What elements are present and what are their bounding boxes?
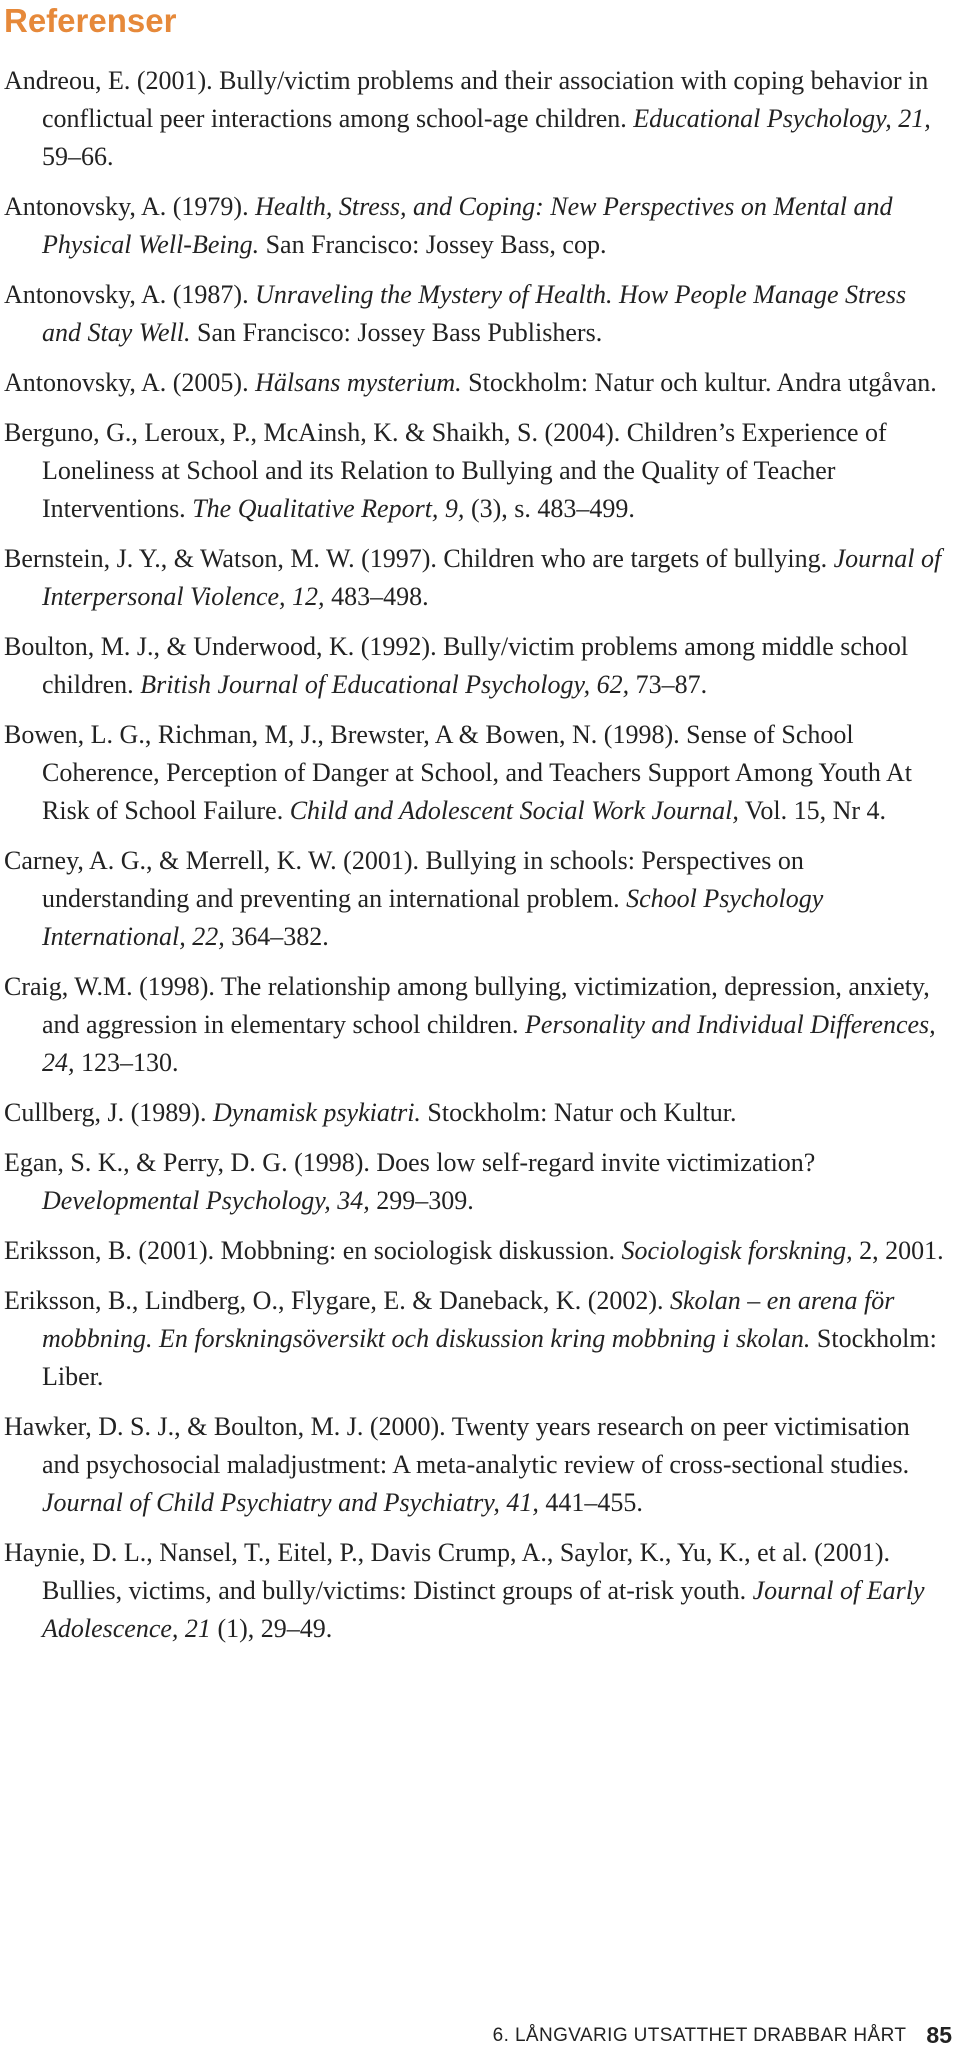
page-heading: Referenser xyxy=(4,2,177,39)
page-footer xyxy=(493,2022,952,2049)
reference-entry: Egan, S. K., & Perry, D. G. (1998). Does low self-regard invite victimization? Developmental Psychology, 34, 299–309. xyxy=(4,1148,816,1215)
reference-entry: Berguno, G., Leroux, P., McAinsh, K. & Shaikh, S. (2004). Children’s Experience of Loneliness at School and its Relation to Bullying and the Quality of Teacher Interventions. The Qualitative Report, 9, (3), s. 483–499. xyxy=(4,418,887,523)
reference-entry: Bowen, L. G., Richman, M, J., Brewster, A & Bowen, N. (1998). Sense of School Coherence, Perception of Danger at School, and Teachers Support Among Youth At Risk of School Failure. Child and Adolescent Social Work Journal, Vol. 15, Nr 4. xyxy=(4,720,912,825)
reference-list xyxy=(4,62,950,1660)
reference-entry: Andreou, E. (2001). Bully/victim problems and their association with coping behavior in conflictual peer interactions among school-age children. Educational Psychology, 21, 59–66. xyxy=(4,66,931,171)
page-number: 85 xyxy=(926,2022,952,2048)
reference-entry: Bernstein, J. Y., & Watson, M. W. (1997). Children who are targets of bullying. Journal of Interpersonal Violence, 12, 483–498. xyxy=(4,544,942,611)
reference-entry: Antonovsky, A. (1979). Health, Stress, and Coping: New Perspectives on Mental and Physical Well-Being. San Francisco: Jossey Bass, cop. xyxy=(4,192,893,259)
reference-entry: Boulton, M. J., & Underwood, K. (1992). Bully/victim problems among middle school children. British Journal of Educational Psychology, 62, 73–87. xyxy=(4,632,909,699)
reference-entry: Cullberg, J. (1989). Dynamisk psykiatri. Stockholm: Natur och Kultur. xyxy=(4,1098,737,1127)
running-footer-section-title: 6. LÅNGVARIG UTSATTHET DRABBAR HÅRT xyxy=(492,2024,907,2046)
reference-entry: Eriksson, B., Lindberg, O., Flygare, E. & Daneback, K. (2002). Skolan – en arena för mobbning. En forskningsöversikt och diskussion kring mobbning i skolan. Stockholm: Liber. xyxy=(4,1286,937,1391)
reference-entry: Craig, W.M. (1998). The relationship among bullying, victimization, depression, anxiety, and aggression in elementary school children. Personality and Individual Differences, 24, 123–130. xyxy=(4,972,936,1077)
reference-entry: Carney, A. G., & Merrell, K. W. (2001). Bullying in schools: Perspectives on understanding and preventing an international problem. School Psychology International, 22, 364–382. xyxy=(4,846,824,951)
reference-entry: Haynie, D. L., Nansel, T., Eitel, P., Davis Crump, A., Saylor, K., Yu, K., et al. (2001). Bullies, victims, and bully/victims: Distinct groups of at-risk youth. Journal of Early Adolescence, 21 (1), 29–49. xyxy=(4,1538,925,1643)
reference-entry: Hawker, D. S. J., & Boulton, M. J. (2000). Twenty years research on peer victimisation and psychosocial maladjustment: A meta-analytic review of cross-sectional studies. Journal of Child Psychiatry and Psychiatry, 41, 441–455. xyxy=(4,1412,910,1517)
reference-entry: Eriksson, B. (2001). Mobbning: en sociologisk diskussion. Sociologisk forskning, 2, 2001. xyxy=(4,1236,944,1265)
reference-entry: Antonovsky, A. (2005). Hälsans mysterium. Stockholm: Natur och kultur. Andra utgåvan. xyxy=(4,368,937,397)
reference-entry: Antonovsky, A. (1987). Unraveling the Mystery of Health. How People Manage Stress and Stay Well. San Francisco: Jossey Bass Publishers. xyxy=(4,280,907,347)
